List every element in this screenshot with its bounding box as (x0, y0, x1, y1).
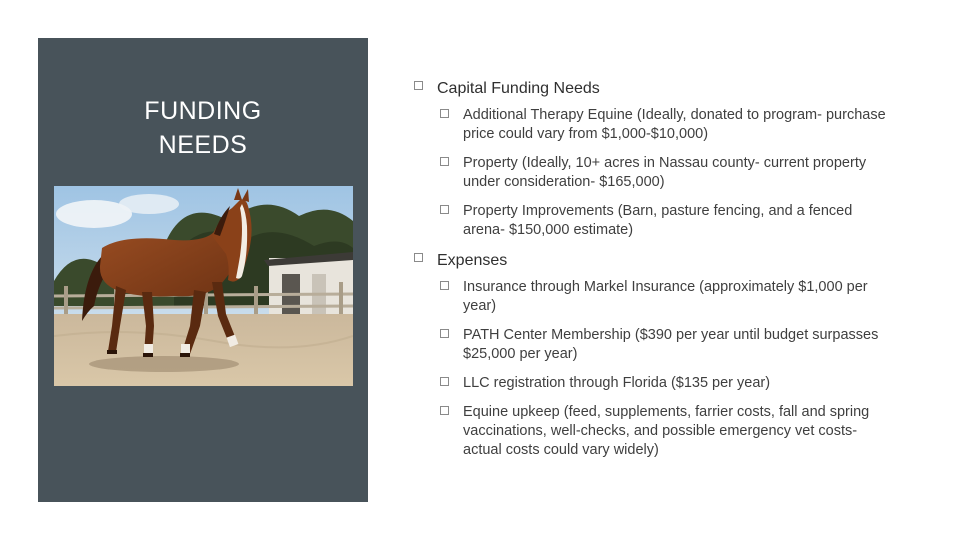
section-heading-capital (414, 78, 894, 100)
list-item (440, 278, 894, 316)
capital-list (414, 106, 894, 240)
list-item-text: Additional Therapy Equine (Ideally, donated to program- purchase price could vary from $1,000-$10,000) (463, 107, 886, 142)
list-item-text: Property (Ideally, 10+ acres in Nassau county- current property under consideration- $165,000) (463, 155, 867, 190)
square-bullet-icon (440, 157, 449, 166)
square-bullet-icon (440, 281, 449, 290)
list-item-text: PATH Center Membership ($390 per year until budget surpasses $25,000 per year) (463, 327, 879, 362)
list-item (440, 202, 894, 240)
list-item-text: Property Improvements (Barn, pasture fencing, and a fenced arena- $150,000 estimate) (463, 203, 853, 238)
slide-title (38, 94, 368, 162)
square-bullet-icon (440, 329, 449, 338)
list-item-text: Insurance through Markel Insurance (approximately $1,000 per year) (463, 279, 868, 314)
section-heading-text: Expenses (437, 252, 508, 269)
square-bullet-icon (414, 81, 423, 90)
title-line-2: NEEDS (158, 131, 248, 159)
list-item (440, 154, 894, 192)
section-heading-expenses (414, 250, 894, 272)
list-item (440, 106, 894, 144)
content-list (414, 78, 894, 470)
square-bullet-icon (440, 205, 449, 214)
title-line-1: FUNDING (144, 97, 262, 125)
expenses-list (414, 278, 894, 460)
square-bullet-icon (440, 377, 449, 386)
list-item-text: LLC registration through Florida ($135 per year) (463, 375, 771, 391)
list-item (440, 403, 894, 460)
horse-photo (54, 186, 353, 386)
list-item (440, 374, 894, 393)
section-heading-text: Capital Funding Needs (437, 80, 600, 97)
square-bullet-icon (440, 406, 449, 415)
list-item (440, 326, 894, 364)
square-bullet-icon (440, 109, 449, 118)
square-bullet-icon (414, 253, 423, 262)
list-item-text: Equine upkeep (feed, supplements, farrier costs, fall and spring vaccinations, well-checks, and possible emergency vet costs- actual costs could vary widely) (463, 404, 870, 458)
